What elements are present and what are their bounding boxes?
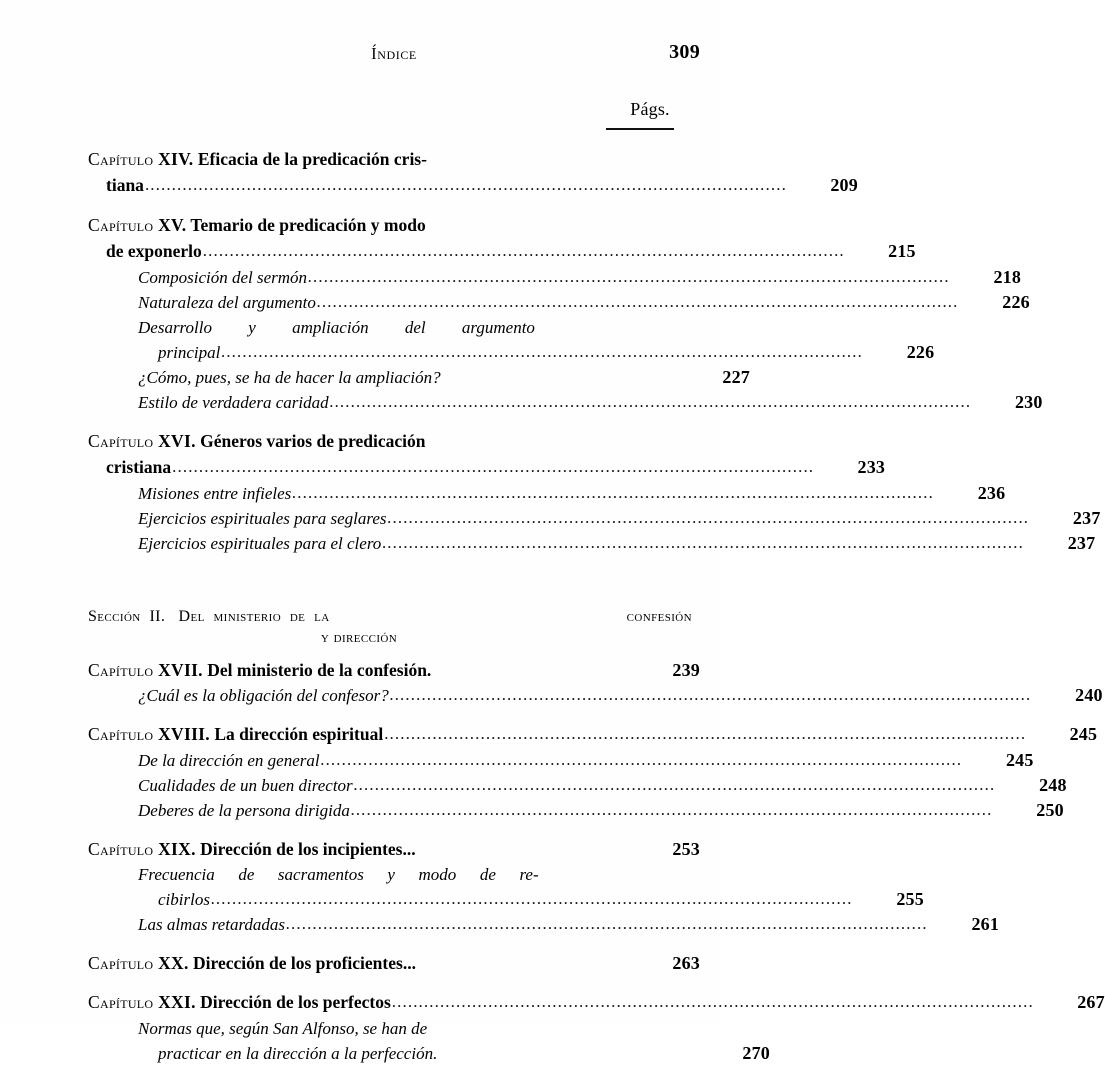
toc-page-number: 237: [1072, 508, 1101, 528]
toc-text-segment: Estilo de verdadera caridad: [138, 393, 329, 412]
page-folio-number: 309: [669, 41, 700, 63]
section-heading: [88, 608, 700, 647]
dot-leader: [308, 265, 950, 289]
toc-entry-text: [138, 1017, 427, 1041]
toc-entry-word: y: [248, 318, 256, 337]
toc-chapter-entry[interactable]: [88, 989, 1105, 1016]
toc-text-segment: Composición del sermón: [138, 268, 308, 287]
toc-text-segment: Temario de predicación y modo: [186, 215, 426, 235]
toc-entry-text: [88, 146, 427, 172]
toc-entry-text: [138, 391, 329, 415]
toc-entry-text: [158, 341, 220, 365]
toc-entry-text: [138, 507, 387, 531]
dot-leader: [317, 290, 959, 314]
toc-chapter-entry[interactable]: [88, 428, 886, 481]
toc-text-segment: ¿Cuál es la obligación del confesor?: [138, 686, 389, 705]
toc-page-number: 261: [971, 914, 1000, 934]
toc-text-segment: XV.: [158, 215, 187, 235]
toc-subentry[interactable]: [88, 1016, 770, 1066]
toc-subentry-line: [88, 506, 1101, 531]
toc-subentry-line: [88, 265, 1022, 290]
dot-leader: [221, 340, 863, 364]
toc-chapter-line: [88, 212, 700, 238]
toc-page-number: 209: [830, 175, 858, 195]
toc-entry-word: sacramentos: [277, 865, 364, 884]
toc-page-number: 240: [1075, 685, 1103, 705]
toc-text-segment: La dirección espiritual: [209, 724, 384, 744]
toc-chapter-line: [88, 989, 1105, 1016]
toc-entry-text: [88, 989, 391, 1015]
toc-text-segment: de exponerlo: [106, 241, 202, 261]
dot-leader: [390, 683, 1032, 707]
toc-entry-text: [138, 532, 381, 556]
dot-leader: [354, 773, 996, 797]
toc-subentry[interactable]: [88, 748, 1034, 773]
dot-leader: [384, 721, 1026, 747]
toc-text-segment: Naturaleza del argumento: [138, 293, 316, 312]
toc-text-segment: Normas que, según San Alfonso, se han de: [138, 1019, 428, 1038]
toc-text-segment: Deberes de la persona dirigida: [138, 801, 350, 820]
toc-page-number: 253: [672, 839, 700, 859]
toc-subentry[interactable]: [88, 365, 750, 390]
toc-entry-text: [138, 266, 307, 290]
toc-entry-text: [158, 888, 210, 912]
toc-text-segment: cristiana: [106, 457, 172, 477]
toc-text-segment: Géneros varios de predicación: [195, 431, 426, 451]
toc-page-number: 248: [1039, 775, 1067, 795]
toc-page-number: 267: [1077, 992, 1105, 1012]
dot-leader: [382, 531, 1024, 555]
toc-entry-text: [106, 172, 144, 198]
section-heading-line-1: [88, 608, 700, 626]
dot-leader: [211, 887, 853, 911]
toc-subentry-line: [88, 773, 1067, 798]
dot-leader: [172, 454, 814, 480]
toc-subentry[interactable]: [88, 683, 1103, 708]
toc-subentry-line: [88, 748, 1034, 773]
toc-entry-word: de: [479, 865, 496, 884]
dot-leader: [292, 481, 934, 505]
toc-text-segment: XVI.: [158, 431, 196, 451]
toc-page-number: 237: [1067, 533, 1096, 553]
toc-subentry-line: [88, 531, 1096, 556]
toc-text-segment: cibirlos: [158, 890, 210, 909]
toc-entry-word: modo: [418, 865, 457, 884]
toc-page-number: 230: [1014, 392, 1043, 412]
toc-subentry-line: [88, 390, 1043, 415]
toc-text-segment: Misiones entre infieles: [138, 484, 292, 503]
toc-page-number: 227: [722, 367, 750, 387]
toc-subentry-line: [88, 862, 750, 887]
toc-text-segment: Capítulo: [88, 839, 159, 859]
toc-text-segment: Capítulo: [88, 953, 159, 973]
pages-column-rule: [606, 128, 674, 130]
toc-text-segment: Las almas retardadas: [138, 915, 286, 934]
toc-text-segment: Eficacia de la predicación cris-: [193, 149, 427, 169]
toc-entry-text: [88, 721, 383, 747]
toc-entry-text: [138, 799, 350, 823]
toc-page-number: 239: [672, 660, 700, 680]
toc-entry-text: [138, 774, 353, 798]
toc-entry-text: [88, 836, 416, 862]
toc-text-segment: XIX.: [158, 839, 196, 859]
toc-page-number: 218: [993, 267, 1022, 287]
toc-entry-text: [138, 863, 539, 887]
toc-chapter-line: [88, 238, 916, 265]
toc-text-segment: Dirección de los incipientes...: [195, 839, 416, 859]
toc-subentry-line: [88, 315, 750, 340]
toc-text-segment: principal: [158, 343, 221, 362]
section-heading-left: Sección II. Del ministerio de la: [88, 608, 330, 625]
dot-leader: [145, 172, 787, 198]
toc-entry-word: Desarrollo: [138, 318, 212, 337]
toc-chapter-line: [88, 428, 700, 454]
toc-chapter-line: [88, 836, 700, 862]
toc-chapter-entry[interactable]: [88, 657, 700, 683]
toc-chapter-entry[interactable]: [88, 836, 700, 862]
toc-text-segment: Capítulo: [88, 992, 159, 1012]
toc-text-segment: Capítulo: [88, 215, 159, 235]
toc-entry-text: [138, 749, 320, 773]
toc-subentry-line: [88, 887, 924, 912]
toc-entry-text: [138, 316, 535, 340]
toc-entry-word: Frecuencia: [138, 865, 215, 884]
toc-entry-text: [138, 913, 285, 937]
toc-subentry[interactable]: [88, 773, 1067, 798]
toc-text-segment: Dirección de los proficientes...: [188, 953, 416, 973]
toc-entry-text: [158, 1042, 437, 1066]
toc-section-one: [88, 146, 1101, 556]
toc-chapter-entry[interactable]: [88, 721, 1098, 748]
toc-chapter-entry[interactable]: [88, 146, 858, 199]
dot-leader: [351, 798, 993, 822]
toc-chapter-line: [88, 454, 886, 481]
toc-entry-word: ampliación: [292, 318, 369, 337]
toc-entry-word: del: [404, 318, 426, 337]
dot-leader: [286, 912, 928, 936]
dot-leader: [388, 506, 1030, 530]
toc-subentry[interactable]: [88, 315, 935, 365]
dot-leader: [330, 390, 972, 414]
toc-text-segment: Ejercicios espirituales para el clero: [138, 534, 382, 553]
toc-page-number: 255: [896, 889, 924, 909]
toc-page-number: 245: [1005, 750, 1034, 770]
toc-chapter-line: [88, 950, 700, 976]
toc-entry-text: [138, 482, 291, 506]
toc-subentry-line: [88, 1016, 750, 1041]
toc-subentry[interactable]: [88, 290, 1030, 315]
toc-text-segment: De la dirección en general: [138, 751, 320, 770]
toc-entry-word: argumento: [461, 318, 535, 337]
toc-entry-text: [138, 684, 389, 708]
toc-page-number: 215: [888, 241, 916, 261]
toc-text-segment: Capítulo: [88, 724, 159, 744]
toc-subentry-line: [88, 1041, 770, 1066]
running-head: [88, 41, 700, 70]
toc-subentry-line: [88, 290, 1030, 315]
toc-subentry[interactable]: [88, 265, 1022, 290]
toc-subentry[interactable]: [88, 531, 1096, 556]
toc-chapter-line: [88, 657, 700, 683]
toc-page-number: 245: [1069, 724, 1098, 744]
toc-text-segment: Capítulo: [88, 660, 159, 680]
toc-subentry-line: [88, 683, 1103, 708]
section-heading-line-2: y dirección: [320, 629, 398, 646]
toc-page-number: 270: [742, 1043, 770, 1063]
toc-entry-word: y: [387, 865, 395, 884]
toc-subentry[interactable]: [88, 390, 1043, 415]
toc-text-segment: XIV.: [158, 149, 194, 169]
toc-page-number: 226: [1002, 292, 1030, 312]
toc-subentry-line: [88, 340, 935, 365]
toc-text-segment: Cualidades de un buen director: [138, 776, 353, 795]
dot-leader: [321, 748, 963, 772]
toc-text-segment: tiana: [106, 175, 144, 195]
toc-subentry[interactable]: [88, 481, 1006, 506]
toc-page-number: 226: [906, 342, 935, 362]
toc-subentry[interactable]: [88, 912, 1000, 937]
toc-entry-text: [138, 291, 316, 315]
toc-chapter-line: [88, 146, 700, 172]
toc-text-segment: ¿Cómo, pues, se ha de hacer la ampliación?: [138, 368, 441, 387]
table-of-contents: [88, 146, 1105, 1066]
toc-entry-text: [106, 238, 202, 264]
toc-page-number: 236: [977, 483, 1006, 503]
toc-subentry[interactable]: [88, 798, 1064, 823]
toc-entry-text: [88, 657, 431, 683]
toc-page-number: 233: [857, 457, 886, 477]
toc-text-segment: XVII.: [158, 660, 203, 680]
toc-entry-word: de: [238, 865, 255, 884]
toc-text-segment: Del ministerio de la confesión.: [202, 660, 432, 680]
toc-entry-word: re-: [519, 865, 539, 884]
toc-text-segment: practicar en la dirección a la perfección.: [158, 1044, 438, 1063]
toc-text-segment: Ejercicios espirituales para seglares: [138, 509, 387, 528]
toc-entry-text: [88, 212, 426, 238]
toc-page-number: 250: [1036, 800, 1064, 820]
toc-chapter-entry[interactable]: [88, 212, 916, 265]
toc-entry-text: [138, 366, 441, 390]
toc-subentry-line: [88, 481, 1006, 506]
toc-subentry-line: [88, 365, 750, 390]
toc-page-number: 263: [672, 953, 700, 973]
dot-leader: [203, 238, 845, 264]
toc-text-segment: XX.: [158, 953, 189, 973]
toc-text-segment: Capítulo: [88, 431, 159, 451]
toc-entry-text: [88, 428, 426, 454]
toc-subentry-line: [88, 798, 1064, 823]
toc-subentry[interactable]: [88, 506, 1101, 531]
toc-section-two: [88, 657, 1105, 1066]
section-heading-right: confesión: [626, 608, 692, 625]
toc-chapter-line: [88, 721, 1098, 748]
toc-chapter-entry[interactable]: [88, 950, 700, 976]
toc-text-segment: XXI.: [158, 992, 196, 1012]
toc-entry-text: [106, 454, 171, 480]
toc-text-segment: Capítulo: [88, 149, 159, 169]
toc-chapter-line: [88, 172, 858, 199]
toc-text-segment: XVIII.: [158, 724, 210, 744]
toc-entry-text: [88, 950, 416, 976]
dot-leader: [392, 989, 1034, 1015]
toc-subentry[interactable]: [88, 862, 924, 912]
toc-text-segment: Dirección de los perfectos: [195, 992, 391, 1012]
page-title: Índice: [371, 44, 417, 63]
pages-column-label: Págs.: [630, 99, 670, 119]
toc-subentry-line: [88, 912, 1000, 937]
